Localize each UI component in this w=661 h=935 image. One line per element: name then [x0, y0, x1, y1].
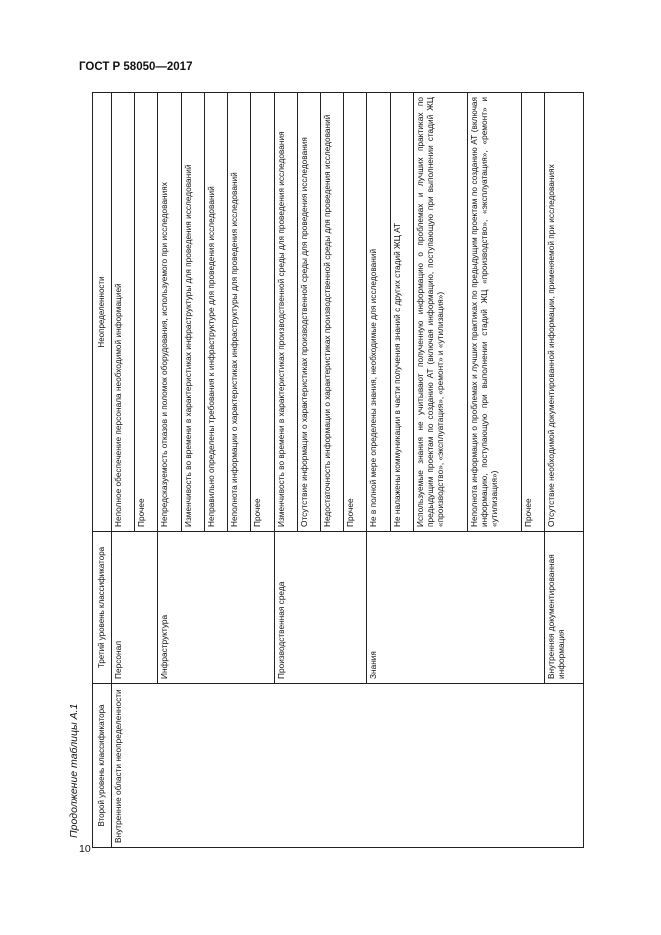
- column-header: Второй уровень классификатора: [93, 684, 112, 848]
- uncertainty-cell: Неполное обеспечение персонала необходимой информацией: [112, 93, 135, 532]
- uncertainty-cell: Отсутствие необходимой документированной информации, применяемой при исследованиях: [545, 93, 584, 532]
- level3-cell: Производственная среда: [274, 532, 367, 684]
- uncertainty-cell: Недостаточность информации о характеристиках производственной среды для проведения исследований: [320, 93, 343, 532]
- level3-cell: Внутренняя документированная информация: [545, 532, 584, 684]
- uncertainty-cell: Не в полной мере определены знания, необходимые для исследований: [367, 93, 390, 532]
- uncertainty-cell: Изменчивость во времени в характеристиках производственной среды для проведения исследования: [274, 93, 297, 532]
- uncertainty-cell: Прочее: [344, 93, 367, 532]
- uncertainty-cell: Отсутствие информации о характеристиках производственной среды для проведения исследования: [297, 93, 320, 532]
- uncertainty-cell: Неполнота информации о проблемах и лучших практиках по предыдущим проектам по созданию АТ (включая информацию, поступающую при выполнении стадий ЖЦ «производство», «эксплуатация», «ремонт» и «утилизация»): [467, 93, 521, 532]
- level2-cell: Внутренние области неопределенности: [112, 684, 584, 848]
- column-header: Третий уровень классификатора: [93, 532, 112, 684]
- table-row: [112, 93, 135, 848]
- level3-cell: Персонал: [112, 532, 158, 684]
- uncertainty-cell: Прочее: [251, 93, 274, 532]
- level3-cell: Инфраструктура: [158, 532, 274, 684]
- table-caption: Продолжение таблицы А.1: [68, 703, 80, 838]
- uncertainty-cell: Прочее: [135, 93, 158, 532]
- table-header-row: [93, 93, 112, 848]
- page-number: 10: [79, 843, 91, 855]
- uncertainty-cell: Изменчивость во времени в характеристиках инфраструктуры для проведения исследований: [181, 93, 204, 532]
- uncertainty-cell: Используемые знания не учитывают полученную информацию о проблемах и лучших практиках по предыдущим проектам по созданию АТ (включая информацию, поступающую при выполнении стадий ЖЦ «производство», «эксплуатация», «ремонт» и «утилизация»): [413, 93, 467, 532]
- level3-cell: Знания: [367, 532, 545, 684]
- uncertainty-cell: Прочее: [522, 93, 545, 532]
- uncertainty-cell: Непредсказуемость отказов и поломок оборудования, используемого при исследованиях: [158, 93, 181, 532]
- rotated-table-container: [92, 93, 584, 848]
- standard-designation: ГОСТ Р 58050—2017: [79, 61, 193, 73]
- uncertainty-cell: Неправильно определены требования к инфраструктуре для проведения исследований: [204, 93, 227, 532]
- uncertainty-cell: Не налажены коммуникации в части получения знаний с других стадий ЖЦ АТ: [390, 93, 413, 532]
- uncertainty-cell: Неполнота информации о характеристиках инфраструктуры для проведения исследований: [228, 93, 251, 532]
- classification-table: [92, 92, 584, 848]
- column-header: Неопределенности: [93, 93, 112, 532]
